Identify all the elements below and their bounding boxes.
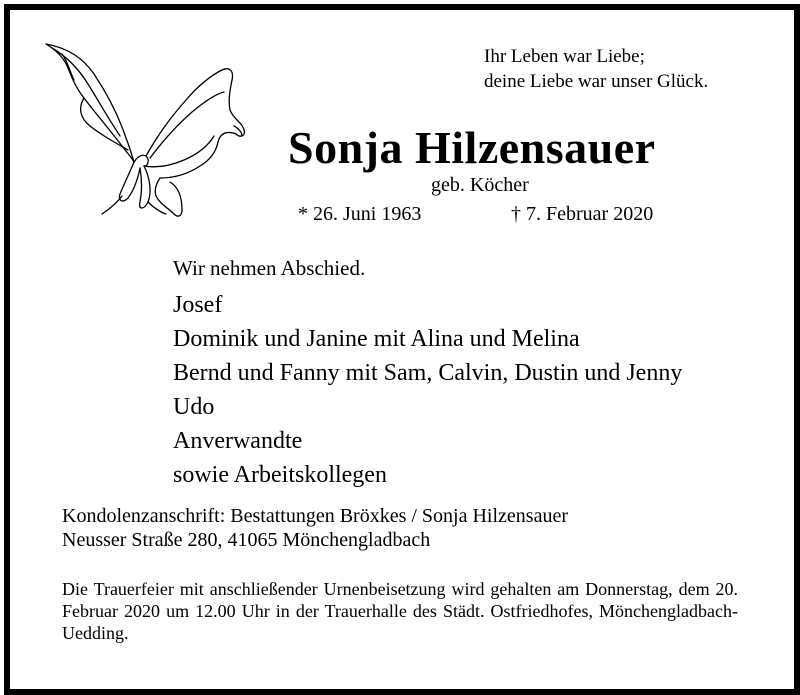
death-date: † 7. Februar 2020 xyxy=(511,203,654,225)
birth-date: * 26. Juni 1963 xyxy=(298,203,422,225)
mourner-line: Bernd und Fanny mit Sam, Calvin, Dustin und Jenny xyxy=(173,360,683,386)
quote xyxy=(484,44,708,94)
mourners-list xyxy=(173,288,682,492)
condolence-line-1: Kondolenzanschrift: Bestattungen Bröxkes / Sonja Hilzensauer xyxy=(62,505,568,527)
farewell-intro: Wir nehmen Abschied. xyxy=(173,256,366,280)
mourner-line: sowie Arbeitskollegen xyxy=(173,462,387,488)
deceased-name: Sonja Hilzensauer xyxy=(288,122,656,173)
quote-line-1: Ihr Leben war Liebe; xyxy=(484,46,645,67)
condolence-address xyxy=(62,504,568,552)
mourner-line: Udo xyxy=(173,394,215,420)
condolence-line-2: Neusser Straße 280, 41065 Mönchengladbach xyxy=(62,529,431,551)
mourner-line: Anverwandte xyxy=(173,428,303,454)
funeral-service-info: Die Trauerfeier mit anschließender Urnenbeisetzung wird gehalten am Donnerstag, dem 20. Februar 2020 um 12.00 Uhr in der Trauerhalle des Städt. Ostfriedhofes, Mönchengladbach-Uedding. xyxy=(62,579,738,643)
mourner-line: Dominik und Janine mit Alina und Melina xyxy=(173,326,580,352)
butterfly-icon xyxy=(38,38,258,228)
quote-line-2: deine Liebe war unser Glück. xyxy=(484,71,709,92)
maiden-name: geb. Köcher xyxy=(431,174,529,196)
mourner-line: Josef xyxy=(173,292,223,318)
